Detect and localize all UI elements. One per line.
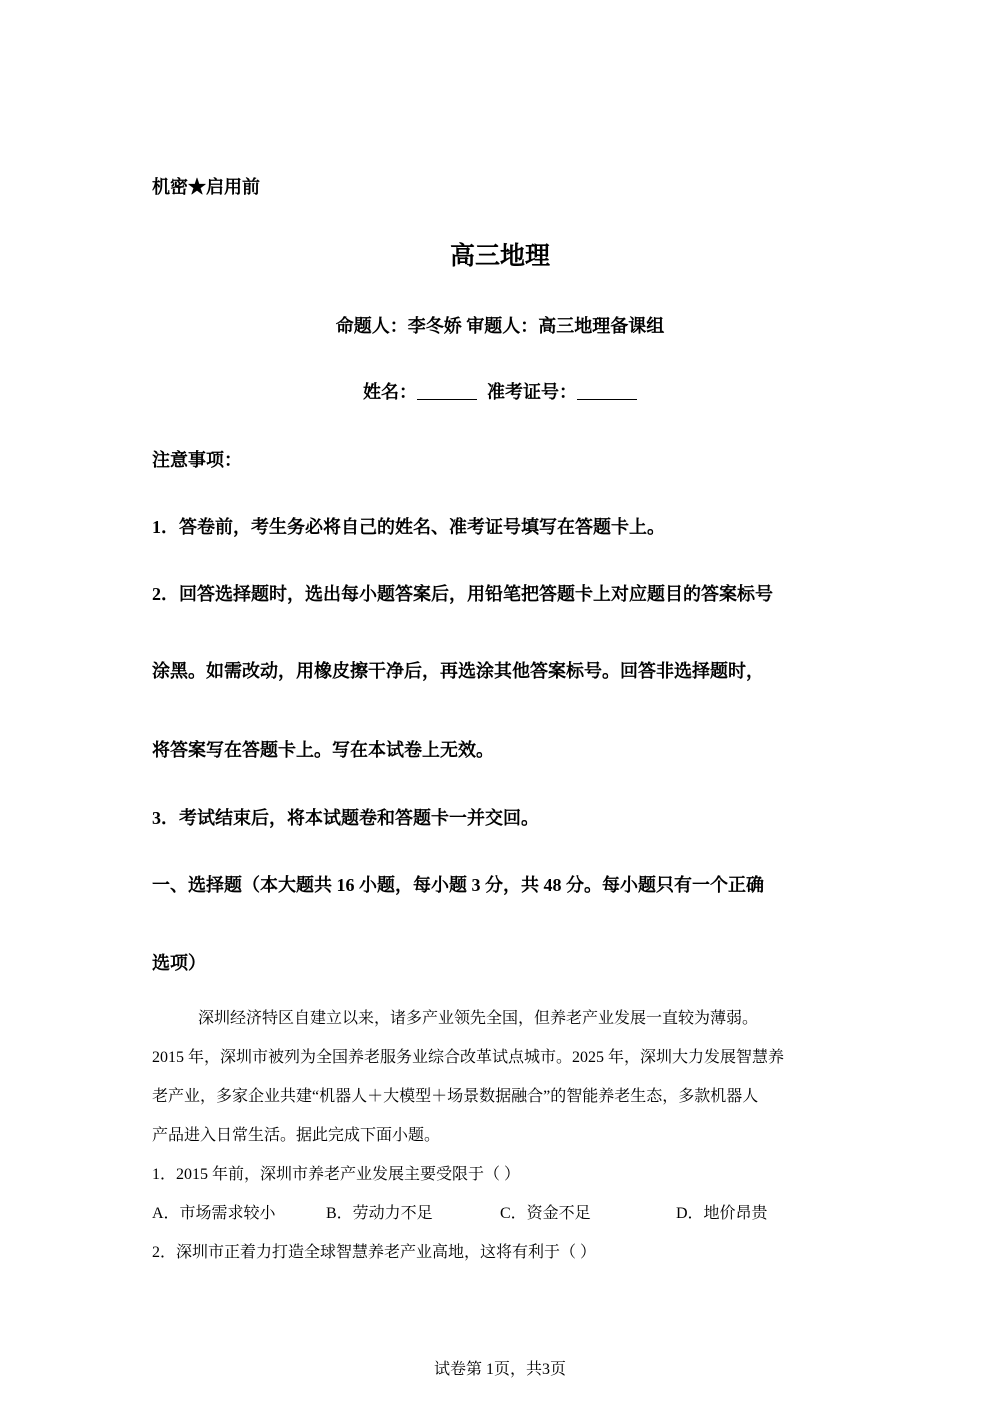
passage-line: 产品进入日常生活。据此完成下面小题。 bbox=[152, 1127, 441, 1144]
exam-id-blank bbox=[577, 381, 637, 400]
exam-id-label: 准考证号： bbox=[487, 382, 577, 402]
notice-line: 2．回答选择题时，选出每小题答案后，用铅笔把答题卡上对应题目的答案标号 bbox=[152, 584, 773, 604]
notice-line: 将答案写在答题卡上。写在本试卷上无效。 bbox=[152, 740, 494, 760]
setter-line: 命题人：李冬娇 审题人：高三地理备课组 bbox=[335, 316, 665, 336]
candidate-info-row bbox=[0, 378, 1000, 404]
question-stem: 1．2015 年前，深圳市养老产业发展主要受限于（ ） bbox=[152, 1166, 521, 1183]
notice-heading: 注意事项： bbox=[152, 450, 242, 470]
notice-line: 3．考试结束后，将本试题卷和答题卡一并交回。 bbox=[152, 808, 539, 828]
confidential-label: 机密★启用前 bbox=[152, 177, 260, 197]
passage-line: 老产业，多家企业共建“机器人＋大模型＋场景数据融合”的智能养老生态，多款机器人 bbox=[152, 1088, 759, 1105]
page-footer: 试卷第 1页，共3页 bbox=[433, 1361, 566, 1378]
name-blank bbox=[417, 381, 477, 400]
exam-title: 高三地理 bbox=[449, 243, 550, 270]
question-stem: 2．深圳市正着力打造全球智慧养老产业高地，这将有利于（ ） bbox=[152, 1244, 597, 1261]
notice-line: 涂黑。如需改动，用橡皮擦干净后，再选涂其他答案标号。回答非选择题时， bbox=[152, 661, 764, 681]
name-label: 姓名： bbox=[363, 382, 417, 402]
passage-line: 深圳经济特区自建立以来，诸多产业领先全国，但养老产业发展一直较为薄弱。 bbox=[198, 1010, 759, 1027]
question-option: B．劳动力不足 bbox=[326, 1205, 433, 1222]
question-option: D．地价昂贵 bbox=[676, 1205, 768, 1222]
section-heading: 一、选择题（本大题共 16 小题，每小题 3 分，共 48 分。每小题只有一个正确 bbox=[152, 875, 764, 895]
question-option: C．资金不足 bbox=[500, 1205, 591, 1222]
notice-line: 1．答卷前，考生务必将自己的姓名、准考证号填写在答题卡上。 bbox=[152, 517, 665, 537]
question-option: A．市场需求较小 bbox=[152, 1205, 276, 1222]
passage-line: 2015 年，深圳市被列为全国养老服务业综合改革试点城市。2025 年，深圳大力发展智慧养 bbox=[152, 1049, 785, 1066]
section-heading-continued: 选项） bbox=[152, 953, 206, 973]
